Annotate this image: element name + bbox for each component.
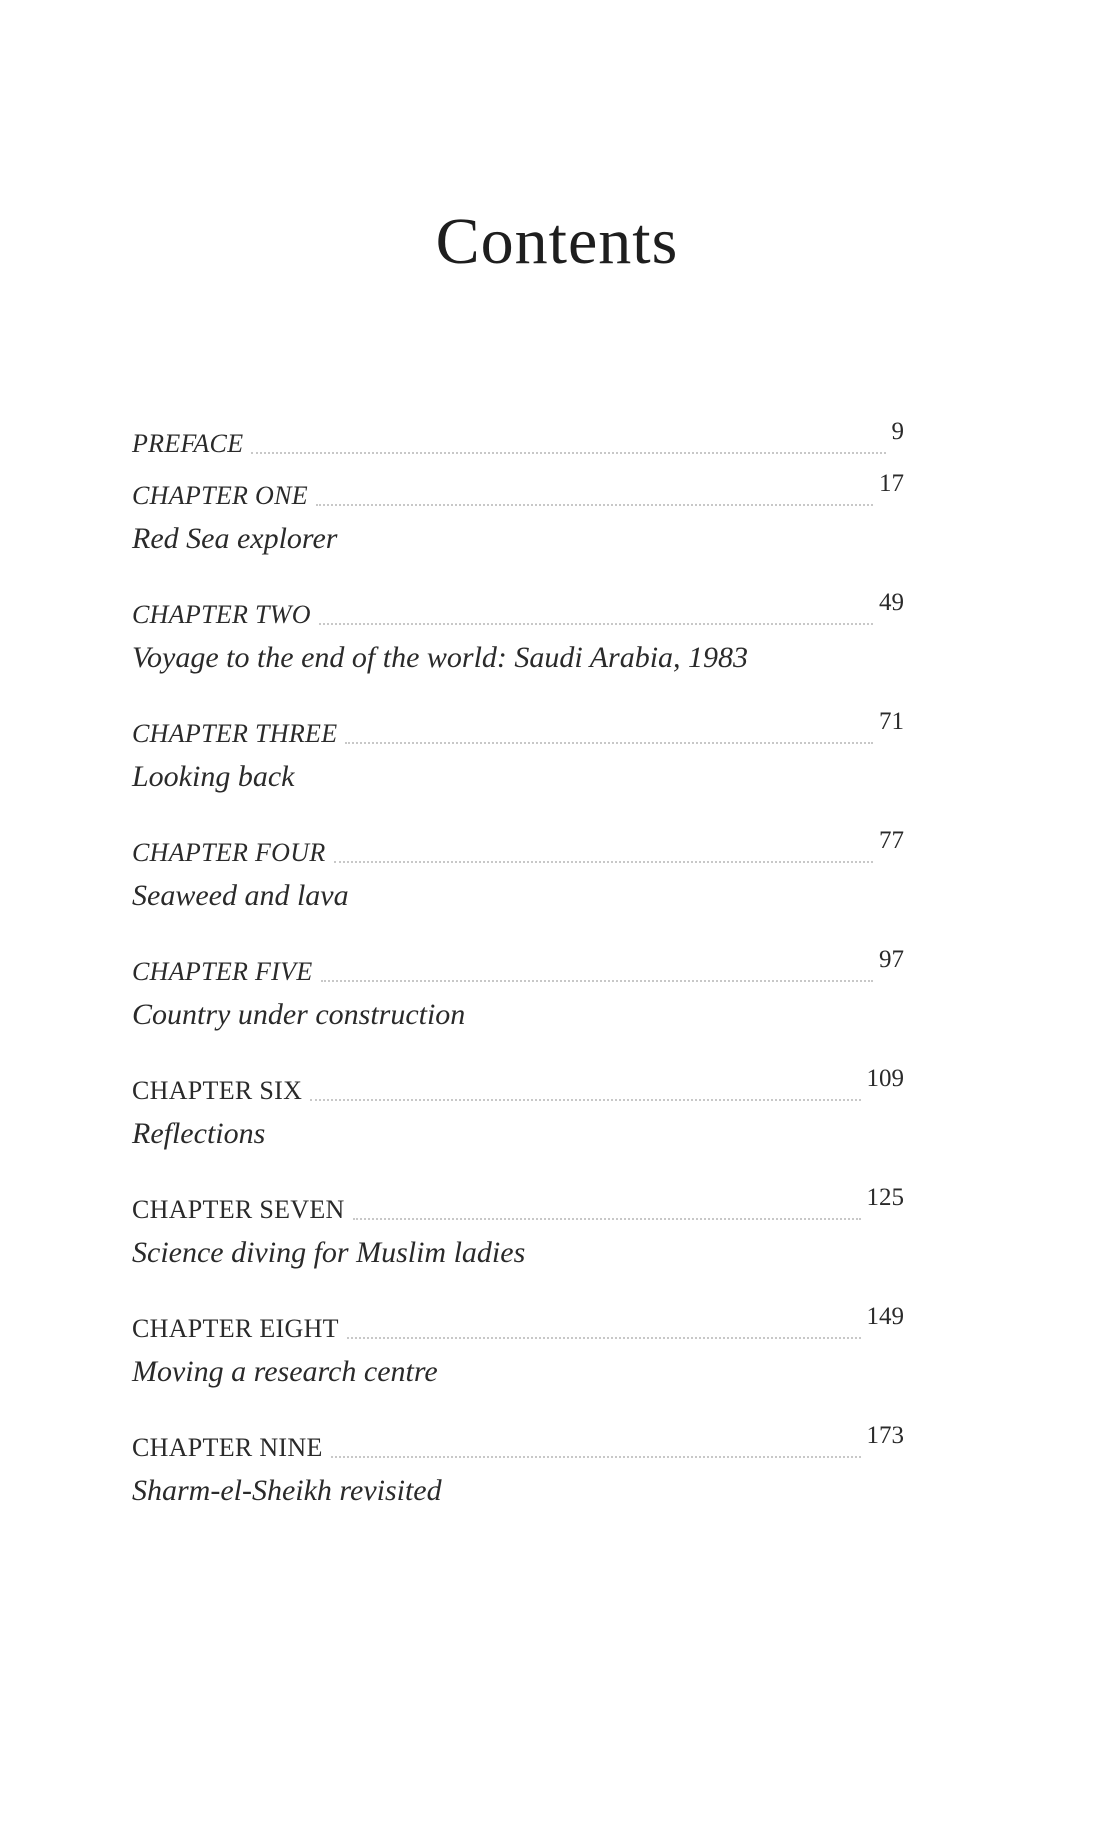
- toc-entry-chapter-two: [132, 589, 904, 679]
- toc-entry-label: CHAPTER EIGHT: [132, 1314, 339, 1343]
- toc-entry-label: CHAPTER NINE: [132, 1433, 323, 1462]
- page-title: Contents: [435, 205, 679, 279]
- toc-entry-line: [132, 1422, 904, 1468]
- toc-chapter-subtitle: Moving a research centre: [132, 1355, 438, 1388]
- dot-leader: [353, 1217, 861, 1220]
- toc-chapter-subtitle: Country under construction: [132, 998, 466, 1031]
- toc-entry-chapter-three: [132, 708, 904, 798]
- dot-leader: [251, 451, 885, 454]
- toc-entry-label: CHAPTER SIX: [132, 1076, 303, 1105]
- toc-entry-preface: [132, 418, 904, 464]
- dot-leader: [310, 1098, 860, 1101]
- toc-chapter-subtitle: Science diving for Muslim ladies: [132, 1236, 526, 1269]
- toc-chapter-subtitle: Seaweed and lava: [132, 879, 349, 912]
- toc-page-number: 9: [891, 418, 904, 445]
- toc-entry-line: [132, 1184, 904, 1230]
- toc-entry-line: [132, 589, 904, 635]
- toc-entry-label: CHAPTER ONE: [132, 481, 308, 510]
- toc-entry-line: [132, 470, 904, 516]
- toc-page-number: 173: [866, 1422, 904, 1449]
- dot-leader: [319, 622, 873, 625]
- toc-entry-line: [132, 827, 904, 873]
- dot-leader: [345, 741, 873, 744]
- toc-entry-line: [132, 946, 904, 992]
- toc-entry-chapter-nine: [132, 1422, 904, 1512]
- toc-page-number: 125: [866, 1184, 904, 1211]
- toc-page-number: 109: [866, 1065, 904, 1092]
- toc-entry-chapter-six: [132, 1065, 904, 1155]
- toc-entry-line: [132, 1065, 904, 1111]
- table-of-contents: [132, 418, 904, 1547]
- toc-entry-chapter-eight: [132, 1303, 904, 1393]
- toc-chapter-subtitle: Sharm-el-Sheikh revisited: [132, 1474, 442, 1507]
- toc-entry-chapter-four: [132, 827, 904, 917]
- dot-leader: [321, 979, 873, 982]
- toc-chapter-subtitle: Voyage to the end of the world: Saudi Arabia, 1983: [132, 641, 749, 674]
- toc-entry-label: CHAPTER FIVE: [132, 957, 313, 986]
- toc-page-number: 97: [879, 946, 904, 973]
- toc-entry-label: CHAPTER SEVEN: [132, 1195, 345, 1224]
- toc-entry-chapter-seven: [132, 1184, 904, 1274]
- toc-entry-chapter-five: [132, 946, 904, 1036]
- dot-leader: [316, 503, 873, 506]
- toc-page-number: 17: [879, 470, 904, 497]
- toc-chapter-subtitle: Looking back: [132, 760, 295, 793]
- dot-leader: [334, 860, 873, 863]
- toc-entry-line: [132, 708, 904, 754]
- toc-entry-line: [132, 418, 904, 464]
- toc-chapter-subtitle: Red Sea explorer: [132, 522, 338, 555]
- toc-page-number: 71: [879, 708, 904, 735]
- toc-entry-label: PREFACE: [132, 429, 244, 458]
- toc-entry-line: [132, 1303, 904, 1349]
- toc-page-number: 49: [879, 589, 904, 616]
- toc-page-number: 149: [866, 1303, 904, 1330]
- toc-entry-chapter-one: [132, 470, 904, 560]
- toc-chapter-subtitle: Reflections: [132, 1117, 266, 1150]
- toc-entry-label: CHAPTER THREE: [132, 719, 338, 748]
- dot-leader: [331, 1455, 861, 1458]
- toc-page-number: 77: [879, 827, 904, 854]
- dot-leader: [347, 1336, 861, 1339]
- toc-entry-label: CHAPTER TWO: [132, 600, 311, 629]
- toc-entry-label: CHAPTER FOUR: [132, 838, 326, 867]
